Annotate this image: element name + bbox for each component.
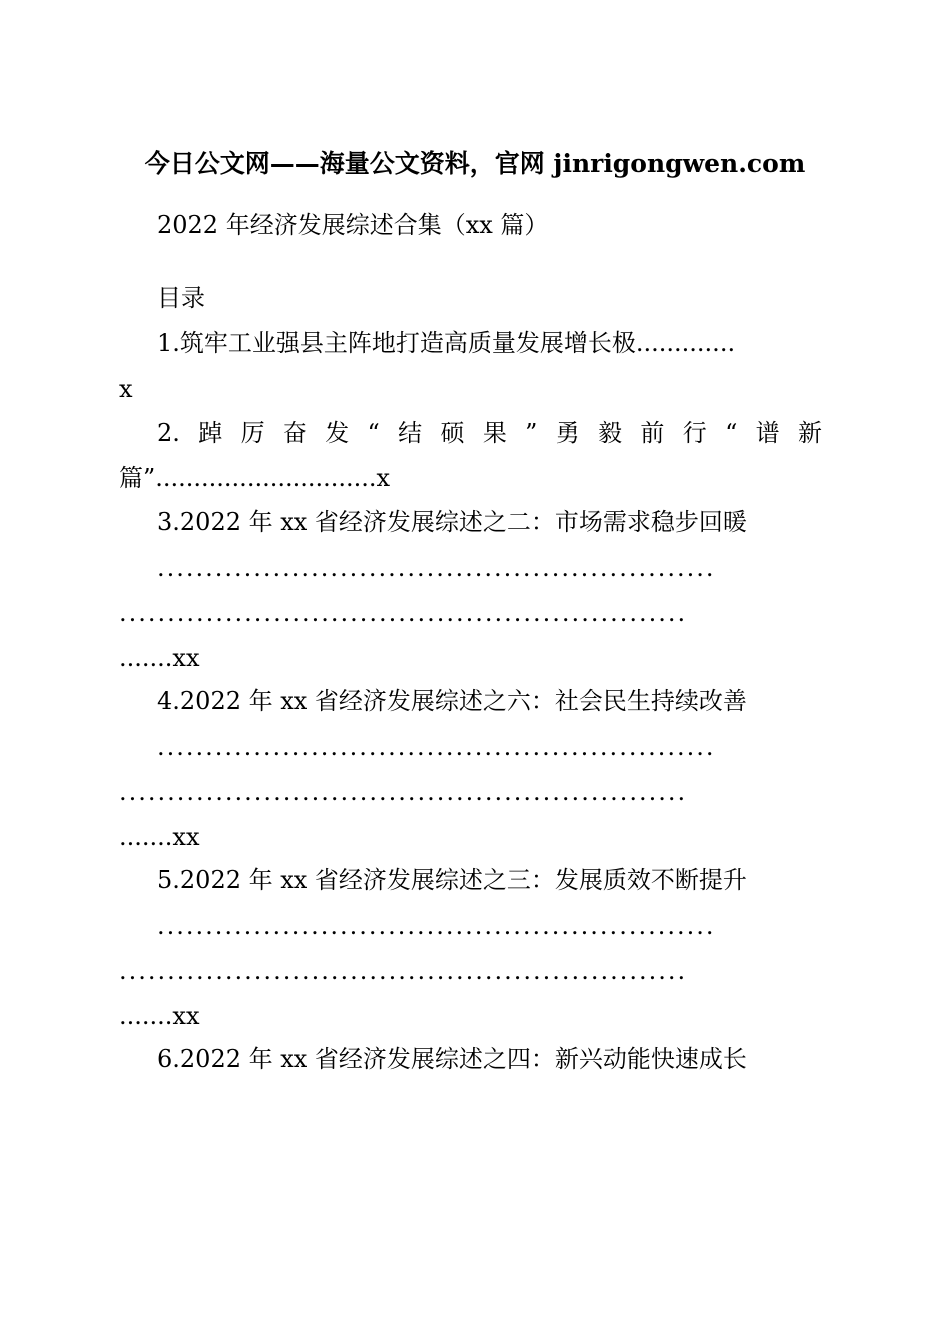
toc-entry-2-char: 厉: [240, 419, 265, 447]
toc-heading: 目录: [157, 284, 205, 312]
document-title: 2022 年经济发展综述合集（xx 篇）: [157, 211, 549, 239]
toc-entry-5-title[interactable]: 5.2022 年 xx 省经济发展综述之三：发展质效不断提升: [157, 866, 747, 894]
toc-entry-2-char: 谱: [755, 419, 780, 447]
toc-entry-2-char: 硕: [440, 419, 465, 447]
toc-entry-4-page: .......xx: [119, 823, 200, 851]
toc-entry-3-page: .......xx: [119, 644, 200, 672]
toc-entry-4-title[interactable]: 4.2022 年 xx 省经济发展综述之六：社会民生持续改善: [157, 687, 747, 715]
toc-entry-2-char: 果: [482, 419, 507, 447]
toc-entry-4-leader: ..........................................................: [157, 733, 716, 761]
toc-entry-2-char: 新: [798, 419, 822, 447]
toc-entry-2-char: “: [725, 419, 738, 447]
toc-entry-2-char: ”: [525, 419, 538, 447]
toc-entry-2-char: 前: [640, 419, 665, 447]
toc-entry-2-char: 2.: [157, 419, 180, 447]
toc-entry-6-title[interactable]: 6.2022 年 xx 省经济发展综述之四：新兴动能快速成长: [157, 1045, 747, 1073]
toc-entry-3-leader: ...........................................................: [119, 599, 688, 627]
toc-entry-2-title[interactable]: [157, 418, 822, 448]
toc-entry-2-char: “: [367, 419, 380, 447]
toc-entry-2-char: 勇: [555, 419, 580, 447]
toc-entry-3-leader: ..........................................................: [157, 554, 716, 582]
toc-entry-5-leader: ..........................................................: [157, 912, 716, 940]
site-header: 今日公文网——海量公文资料，官网 jinrigongwen.com: [144, 149, 806, 178]
toc-entry-5-leader: ...........................................................: [119, 957, 688, 985]
toc-entry-1-page: x: [119, 375, 133, 403]
toc-entry-5-page: .......xx: [119, 1002, 200, 1030]
toc-entry-2-page: 篇”.............................x: [119, 464, 391, 492]
toc-entry-2-char: 踔: [198, 419, 223, 447]
toc-entry-2-char: 行: [682, 419, 707, 447]
toc-entry-1-title[interactable]: 1.筑牢工业强县主阵地打造高质量发展增长极.............: [157, 329, 736, 357]
toc-entry-2-char: 发: [325, 419, 350, 447]
toc-entry-4-leader: ...........................................................: [119, 778, 688, 806]
toc-entry-2-char: 结: [398, 419, 423, 447]
toc-entry-3-title[interactable]: 3.2022 年 xx 省经济发展综述之二：市场需求稳步回暖: [157, 508, 747, 536]
toc-entry-2-char: 奋: [282, 419, 307, 447]
toc-entry-2-char: 毅: [598, 419, 623, 447]
